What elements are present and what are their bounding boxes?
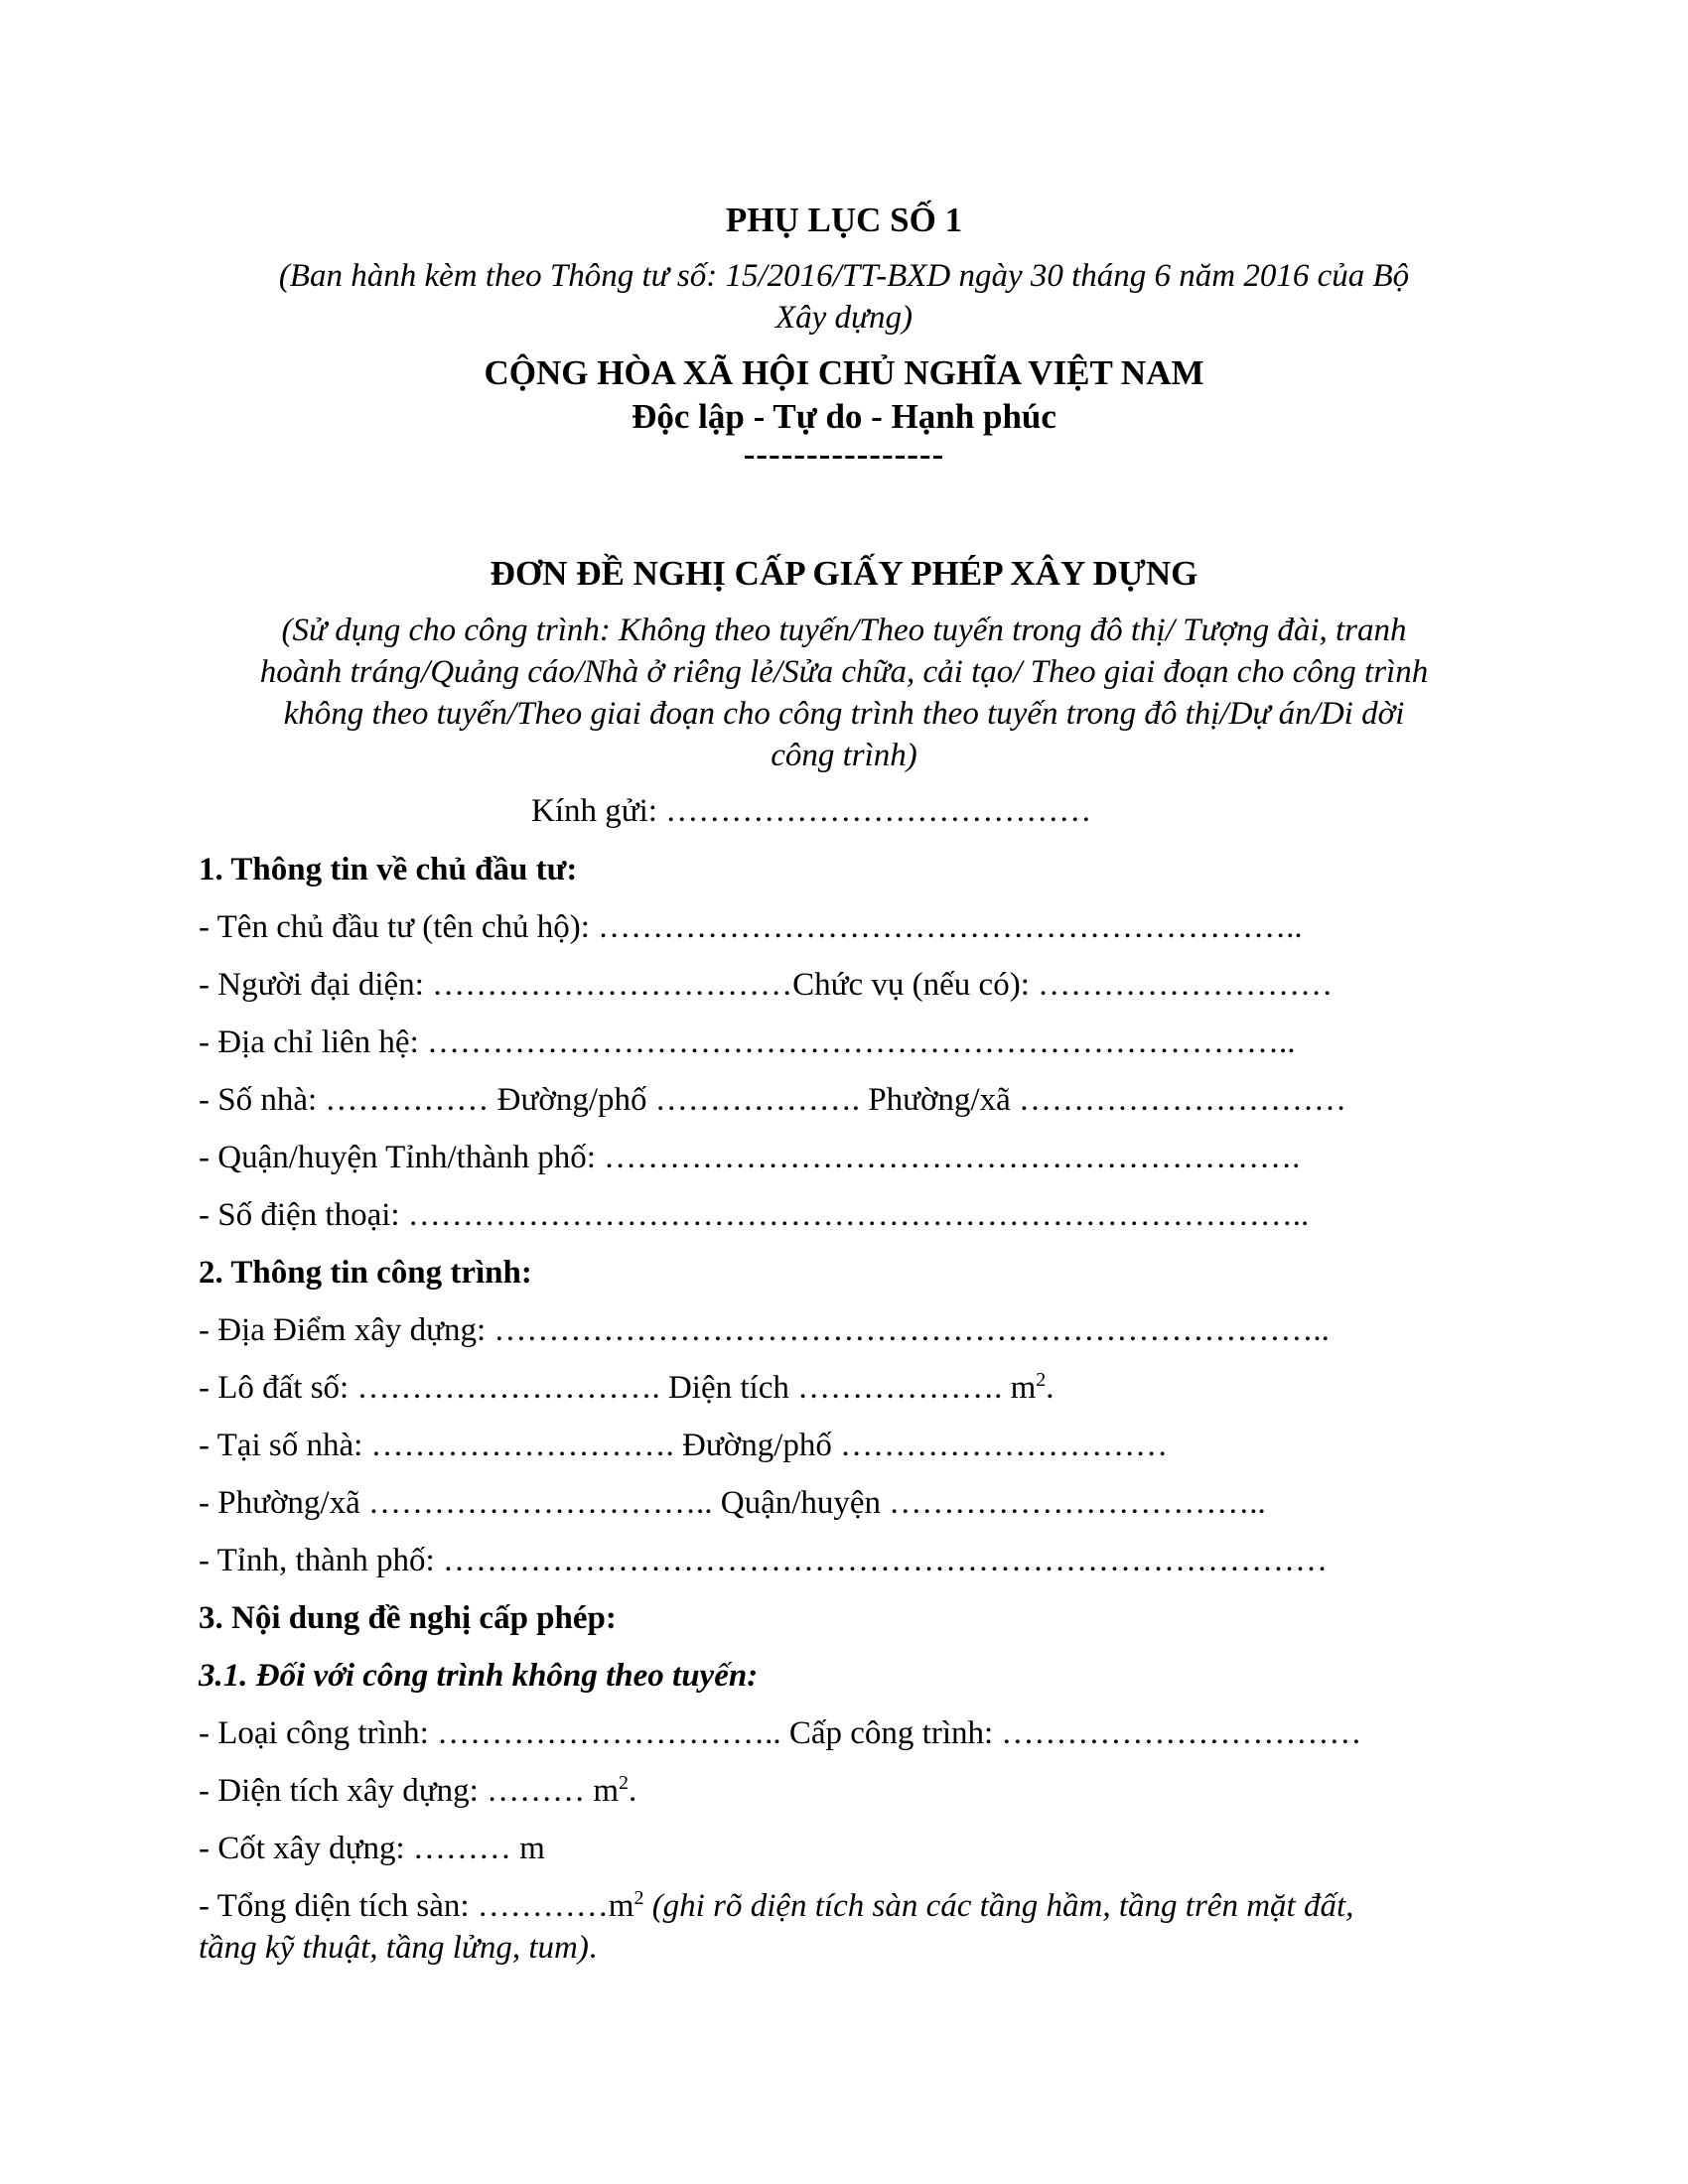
usage-note-line-2: hoành tráng/Quảng cáo/Nhà ở riêng lẻ/Sửa chữa, cải tạo/ Theo giai đoạn cho công trình (259, 654, 1429, 690)
floor-area-end: . (588, 1930, 598, 1966)
usage-note-line-1: (Sử dụng cho công trình: Không theo tuyến/Theo tuyến trong đô thị/ Tượng đài, tranh (281, 613, 1407, 648)
usage-note-line-4: công trình) (771, 738, 917, 773)
usage-note-line-3: không theo tuyến/Theo giai đoạn cho công trình theo tuyến trong đô thị/Dự án/Di dời (283, 696, 1405, 732)
lot-area-field (199, 1368, 1055, 1408)
build-area-text: - Diện tích xây dựng: ……… m (199, 1773, 619, 1809)
appendix-title: PHỤ LỤC SỐ 1 (725, 201, 963, 239)
location-field: - Địa Điểm xây dựng: ………………………………………………………………….. (199, 1312, 1330, 1348)
build-area-end: . (629, 1773, 637, 1809)
floor-area-text: - Tổng diện tích sàn: …………m (199, 1888, 634, 1924)
section-1-heading: 1. Thông tin về chủ đầu tư: (199, 852, 578, 887)
lot-area-unit-superscript: 2 (1036, 1369, 1047, 1391)
ward-district-field: - Phường/xã ………………………….. Quận/huyện …………………………….. (199, 1485, 1266, 1521)
floor-area-note-line-1: (ghi rõ diện tích sàn các tầng hầm, tầng trên mặt đất, (643, 1888, 1354, 1924)
house-street-field: - Tại số nhà: ………………………. Đường/phố ………………………… (199, 1428, 1169, 1463)
header-separator: ---------------- (743, 435, 945, 474)
build-area-field (199, 1771, 636, 1811)
floor-area-field (199, 1886, 1353, 1926)
address-field: - Địa chỉ liên hệ: …………………………………………………………………….. (199, 1024, 1296, 1060)
recipient-field: Kính gửi: ………………………………… (531, 793, 1092, 829)
national-motto: Độc lập - Tự do - Hạnh phúc (632, 397, 1056, 436)
build-area-unit-superscript: 2 (619, 1772, 629, 1794)
issued-note-line-2: Xây dựng) (774, 300, 914, 336)
district-province-field: - Quận/huyện Tỉnh/thành phố: ………………………………………………………. (199, 1140, 1301, 1175)
province-field: - Tỉnh, thành phố: ……………………………………………………………………… (199, 1543, 1328, 1578)
floor-area-unit-superscript: 2 (633, 1887, 644, 1909)
house-street-ward-field: - Số nhà: …………… Đường/phố ………………. Phường/xã ………………………… (199, 1082, 1346, 1118)
section-3-heading: 3. Nội dung đề nghị cấp phép: (199, 1600, 617, 1636)
floor-area-note-continuation (199, 1928, 597, 1968)
section-3-1-heading: 3.1. Đối với công trình không theo tuyến: (199, 1658, 759, 1694)
phone-field: - Số điện thoại: ……………………………………………………………………….. (199, 1197, 1310, 1233)
form-title: ĐƠN ĐỀ NGHỊ CẤP GIẤY PHÉP XÂY DỰNG (490, 554, 1198, 593)
lot-area-text: - Lô đất số: ………………………. Diện tích ………………. m (199, 1370, 1037, 1406)
country-name: CỘNG HÒA XÃ HỘI CHỦ NGHĨA VIỆT NAM (484, 353, 1204, 392)
elevation-field: - Cốt xây dựng: ……… m (199, 1831, 545, 1866)
floor-area-note-line-2: tầng kỹ thuật, tầng lửng, tum) (199, 1930, 589, 1966)
type-grade-field: - Loại công trình: ………………………….. Cấp công trình: …………………………… (199, 1715, 1362, 1751)
lot-area-end: . (1046, 1370, 1055, 1406)
owner-name-field: - Tên chủ đầu tư (tên chủ hộ): ……………………………………………………….. (199, 909, 1303, 945)
issued-note-line-1: (Ban hành kèm theo Thông tư số: 15/2016/TT-BXD ngày 30 tháng 6 năm 2016 của Bộ (278, 258, 1410, 294)
representative-field: - Người đại diện: ……………………………Chức vụ (nếu có): ……………………… (199, 967, 1334, 1003)
section-2-heading: 2. Thông tin công trình: (199, 1255, 532, 1291)
